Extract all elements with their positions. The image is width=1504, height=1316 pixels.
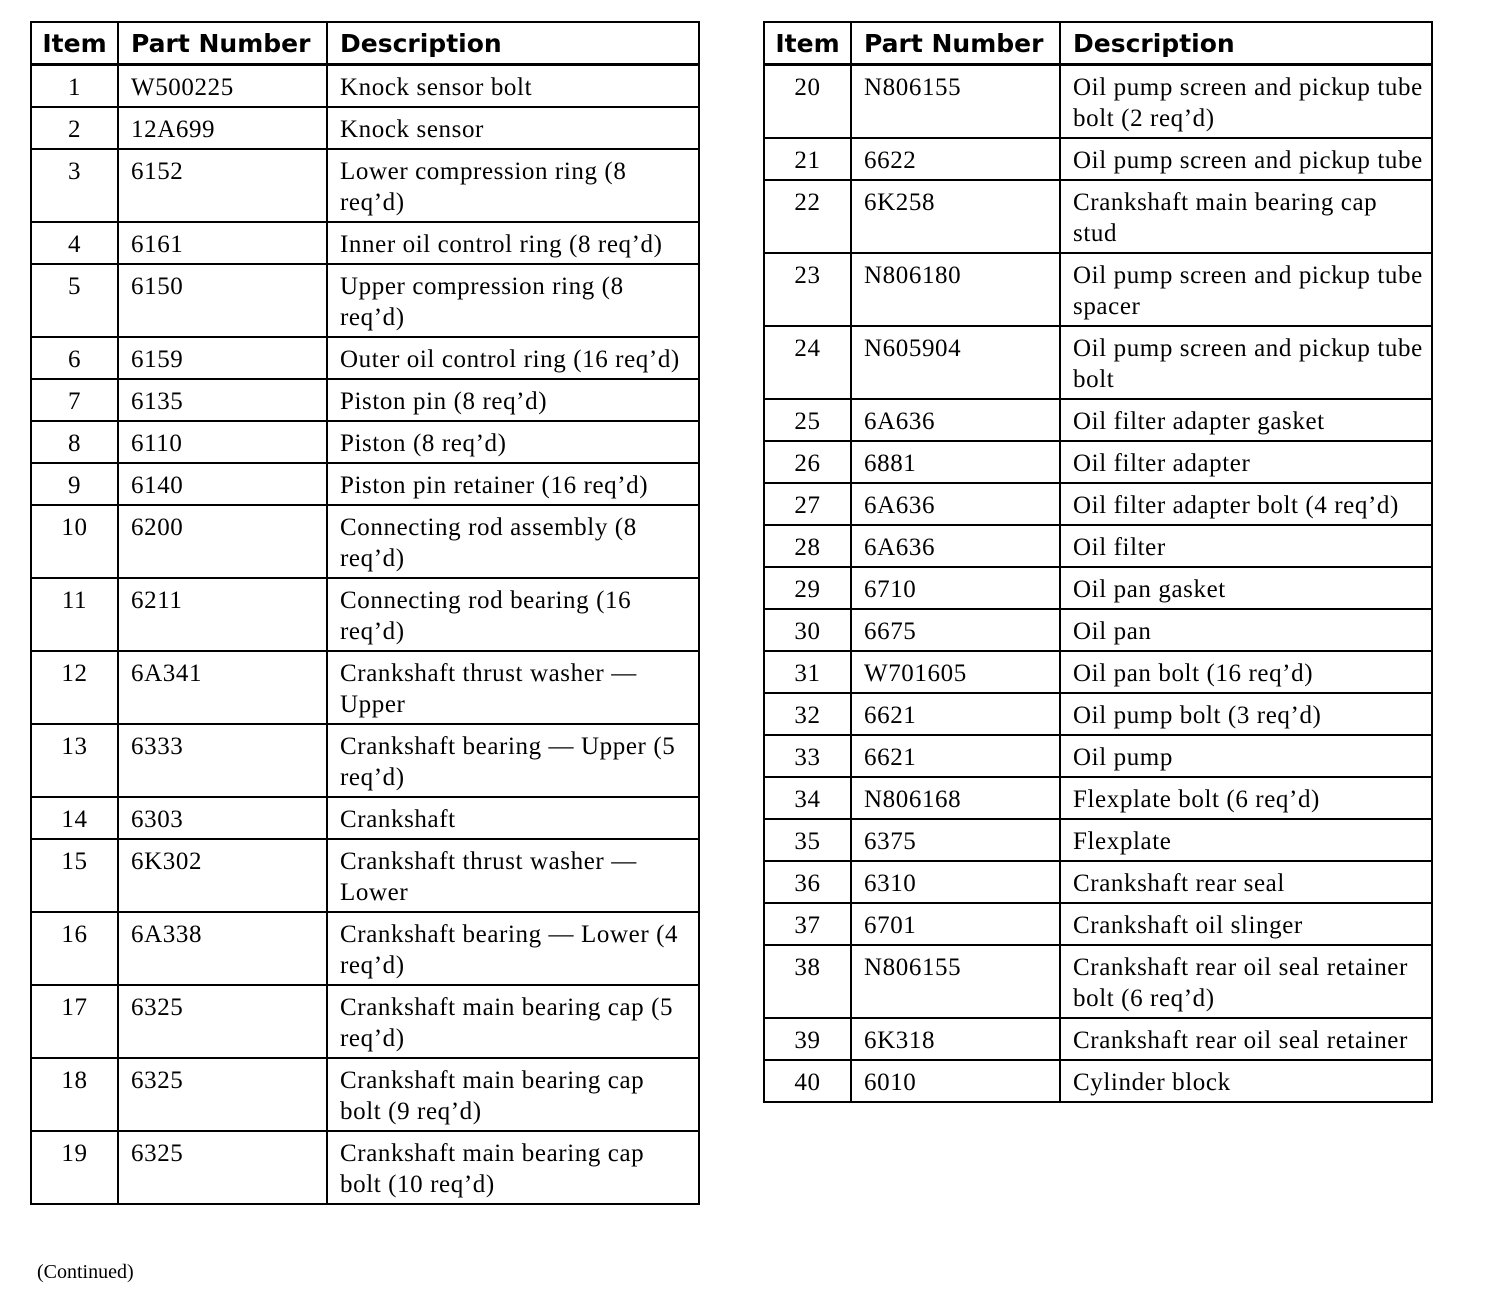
part-description: Crankshaft rear seal (1060, 861, 1432, 903)
item-number: 14 (31, 797, 118, 839)
part-description: Crankshaft (327, 797, 699, 839)
table-row (31, 1058, 699, 1131)
table-row (764, 1060, 1432, 1102)
table-row (31, 222, 699, 264)
item-number: 30 (764, 609, 851, 651)
part-number: 6A636 (851, 399, 1060, 441)
part-description: Crankshaft rear oil seal retainer (1060, 1018, 1432, 1060)
part-number: N806155 (851, 65, 1060, 139)
part-description: Crankshaft main bearing cap bolt (10 req’d) (327, 1131, 699, 1204)
part-description: Connecting rod bearing (16 req’d) (327, 578, 699, 651)
header-item: Item (764, 22, 851, 65)
part-description: Oil filter adapter gasket (1060, 399, 1432, 441)
item-number: 22 (764, 180, 851, 253)
part-description: Knock sensor bolt (327, 65, 699, 108)
table-row (764, 326, 1432, 399)
part-description: Oil filter adapter bolt (4 req’d) (1060, 483, 1432, 525)
item-number: 38 (764, 945, 851, 1018)
part-number: 6621 (851, 693, 1060, 735)
item-number: 19 (31, 1131, 118, 1204)
part-number: 6A636 (851, 483, 1060, 525)
table-row (764, 253, 1432, 326)
item-number: 17 (31, 985, 118, 1058)
table-row (764, 1018, 1432, 1060)
table-row (31, 1131, 699, 1204)
part-number: W701605 (851, 651, 1060, 693)
part-number: 6310 (851, 861, 1060, 903)
part-number: 6010 (851, 1060, 1060, 1102)
item-number: 27 (764, 483, 851, 525)
part-number: 6710 (851, 567, 1060, 609)
table-row (764, 693, 1432, 735)
table-row (764, 483, 1432, 525)
item-number: 28 (764, 525, 851, 567)
part-number: 6325 (118, 1058, 327, 1131)
table-row (31, 578, 699, 651)
part-number: 6K302 (118, 839, 327, 912)
table-row (31, 264, 699, 337)
part-description: Lower compression ring (8 req’d) (327, 149, 699, 222)
table-row (31, 912, 699, 985)
part-number: 6A341 (118, 651, 327, 724)
part-number: N806155 (851, 945, 1060, 1018)
part-description: Oil pan (1060, 609, 1432, 651)
part-number: 6159 (118, 337, 327, 379)
part-description: Cylinder block (1060, 1060, 1432, 1102)
part-description: Knock sensor (327, 107, 699, 149)
continued-note: (Continued) (37, 1261, 134, 1283)
item-number: 40 (764, 1060, 851, 1102)
part-number: 6152 (118, 149, 327, 222)
item-number: 33 (764, 735, 851, 777)
item-number: 26 (764, 441, 851, 483)
item-number: 1 (31, 65, 118, 108)
part-description: Outer oil control ring (16 req’d) (327, 337, 699, 379)
part-description: Oil pump screen and pickup tube bolt (2 req’d) (1060, 65, 1432, 139)
table-row (764, 735, 1432, 777)
header-part-number: Part Number (851, 22, 1060, 65)
table-row (764, 399, 1432, 441)
table-row (764, 651, 1432, 693)
item-number: 37 (764, 903, 851, 945)
part-description: Crankshaft main bearing cap stud (1060, 180, 1432, 253)
part-description: Connecting rod assembly (8 req’d) (327, 505, 699, 578)
table-row (31, 797, 699, 839)
item-number: 31 (764, 651, 851, 693)
part-number: 6A338 (118, 912, 327, 985)
part-number: 6325 (118, 985, 327, 1058)
part-number: 12A699 (118, 107, 327, 149)
part-number: 6333 (118, 724, 327, 797)
part-number: N806180 (851, 253, 1060, 326)
part-number: 6622 (851, 138, 1060, 180)
parts-table-right (763, 21, 1433, 1103)
table-row (31, 724, 699, 797)
part-description: Oil pump screen and pickup tube spacer (1060, 253, 1432, 326)
part-description: Inner oil control ring (8 req’d) (327, 222, 699, 264)
part-description: Oil pan bolt (16 req’d) (1060, 651, 1432, 693)
item-number: 3 (31, 149, 118, 222)
table-row (764, 903, 1432, 945)
item-number: 11 (31, 578, 118, 651)
table-row (31, 379, 699, 421)
table-row (31, 337, 699, 379)
part-description: Flexplate bolt (6 req’d) (1060, 777, 1432, 819)
part-description: Crankshaft thrust washer — Lower (327, 839, 699, 912)
table-row (31, 149, 699, 222)
part-number: W500225 (118, 65, 327, 108)
part-number: 6K318 (851, 1018, 1060, 1060)
item-number: 4 (31, 222, 118, 264)
header-part-number: Part Number (118, 22, 327, 65)
item-number: 2 (31, 107, 118, 149)
header-description: Description (1060, 22, 1432, 65)
item-number: 24 (764, 326, 851, 399)
header-row (31, 22, 699, 65)
item-number: 13 (31, 724, 118, 797)
table-row (764, 525, 1432, 567)
part-description: Oil pump screen and pickup tube bolt (1060, 326, 1432, 399)
part-number: 6150 (118, 264, 327, 337)
table-row (764, 609, 1432, 651)
item-number: 7 (31, 379, 118, 421)
part-number: 6A636 (851, 525, 1060, 567)
table-row (764, 441, 1432, 483)
part-description: Flexplate (1060, 819, 1432, 861)
table-row (31, 651, 699, 724)
part-description: Upper compression ring (8 req’d) (327, 264, 699, 337)
item-number: 25 (764, 399, 851, 441)
part-number: 6303 (118, 797, 327, 839)
item-number: 39 (764, 1018, 851, 1060)
table-row (764, 180, 1432, 253)
item-number: 34 (764, 777, 851, 819)
part-number: 6211 (118, 578, 327, 651)
part-number: 6621 (851, 735, 1060, 777)
table-row (31, 65, 699, 108)
part-description: Piston (8 req’d) (327, 421, 699, 463)
item-number: 6 (31, 337, 118, 379)
item-number: 12 (31, 651, 118, 724)
part-number: 6325 (118, 1131, 327, 1204)
item-number: 21 (764, 138, 851, 180)
item-number: 32 (764, 693, 851, 735)
item-number: 36 (764, 861, 851, 903)
table-row (31, 985, 699, 1058)
part-number: 6161 (118, 222, 327, 264)
table-row (31, 107, 699, 149)
item-number: 18 (31, 1058, 118, 1131)
part-description: Crankshaft bearing — Upper (5 req’d) (327, 724, 699, 797)
item-number: 29 (764, 567, 851, 609)
table-row (764, 861, 1432, 903)
table-row (764, 138, 1432, 180)
part-number: 6135 (118, 379, 327, 421)
part-number: 6675 (851, 609, 1060, 651)
part-number: 6200 (118, 505, 327, 578)
parts-table-left-body (31, 65, 699, 1205)
part-number: 6375 (851, 819, 1060, 861)
part-description: Oil filter adapter (1060, 441, 1432, 483)
part-description: Oil pump bolt (3 req’d) (1060, 693, 1432, 735)
part-number: N806168 (851, 777, 1060, 819)
part-description: Crankshaft main bearing cap (5 req’d) (327, 985, 699, 1058)
part-description: Crankshaft bearing — Lower (4 req’d) (327, 912, 699, 985)
item-number: 15 (31, 839, 118, 912)
part-description: Crankshaft main bearing cap bolt (9 req’d) (327, 1058, 699, 1131)
item-number: 16 (31, 912, 118, 985)
table-row (31, 421, 699, 463)
table-row (764, 777, 1432, 819)
part-description: Oil pan gasket (1060, 567, 1432, 609)
part-number: 6K258 (851, 180, 1060, 253)
table-row (764, 945, 1432, 1018)
part-description: Crankshaft thrust washer — Upper (327, 651, 699, 724)
item-number: 5 (31, 264, 118, 337)
table-row (31, 505, 699, 578)
part-description: Piston pin retainer (16 req’d) (327, 463, 699, 505)
table-row (764, 819, 1432, 861)
item-number: 20 (764, 65, 851, 139)
item-number: 9 (31, 463, 118, 505)
part-description: Oil filter (1060, 525, 1432, 567)
table-row (31, 463, 699, 505)
header-item: Item (31, 22, 118, 65)
part-number: 6701 (851, 903, 1060, 945)
part-number: N605904 (851, 326, 1060, 399)
table-row (764, 65, 1432, 139)
part-description: Crankshaft oil slinger (1060, 903, 1432, 945)
table-row (31, 839, 699, 912)
part-description: Piston pin (8 req’d) (327, 379, 699, 421)
parts-table-left (30, 21, 700, 1205)
header-row (764, 22, 1432, 65)
item-number: 23 (764, 253, 851, 326)
header-description: Description (327, 22, 699, 65)
part-description: Oil pump screen and pickup tube (1060, 138, 1432, 180)
item-number: 10 (31, 505, 118, 578)
parts-table-right-body (764, 65, 1432, 1103)
part-description: Crankshaft rear oil seal retainer bolt (6 req’d) (1060, 945, 1432, 1018)
part-number: 6110 (118, 421, 327, 463)
item-number: 8 (31, 421, 118, 463)
table-row (764, 567, 1432, 609)
part-number: 6140 (118, 463, 327, 505)
item-number: 35 (764, 819, 851, 861)
part-number: 6881 (851, 441, 1060, 483)
part-description: Oil pump (1060, 735, 1432, 777)
